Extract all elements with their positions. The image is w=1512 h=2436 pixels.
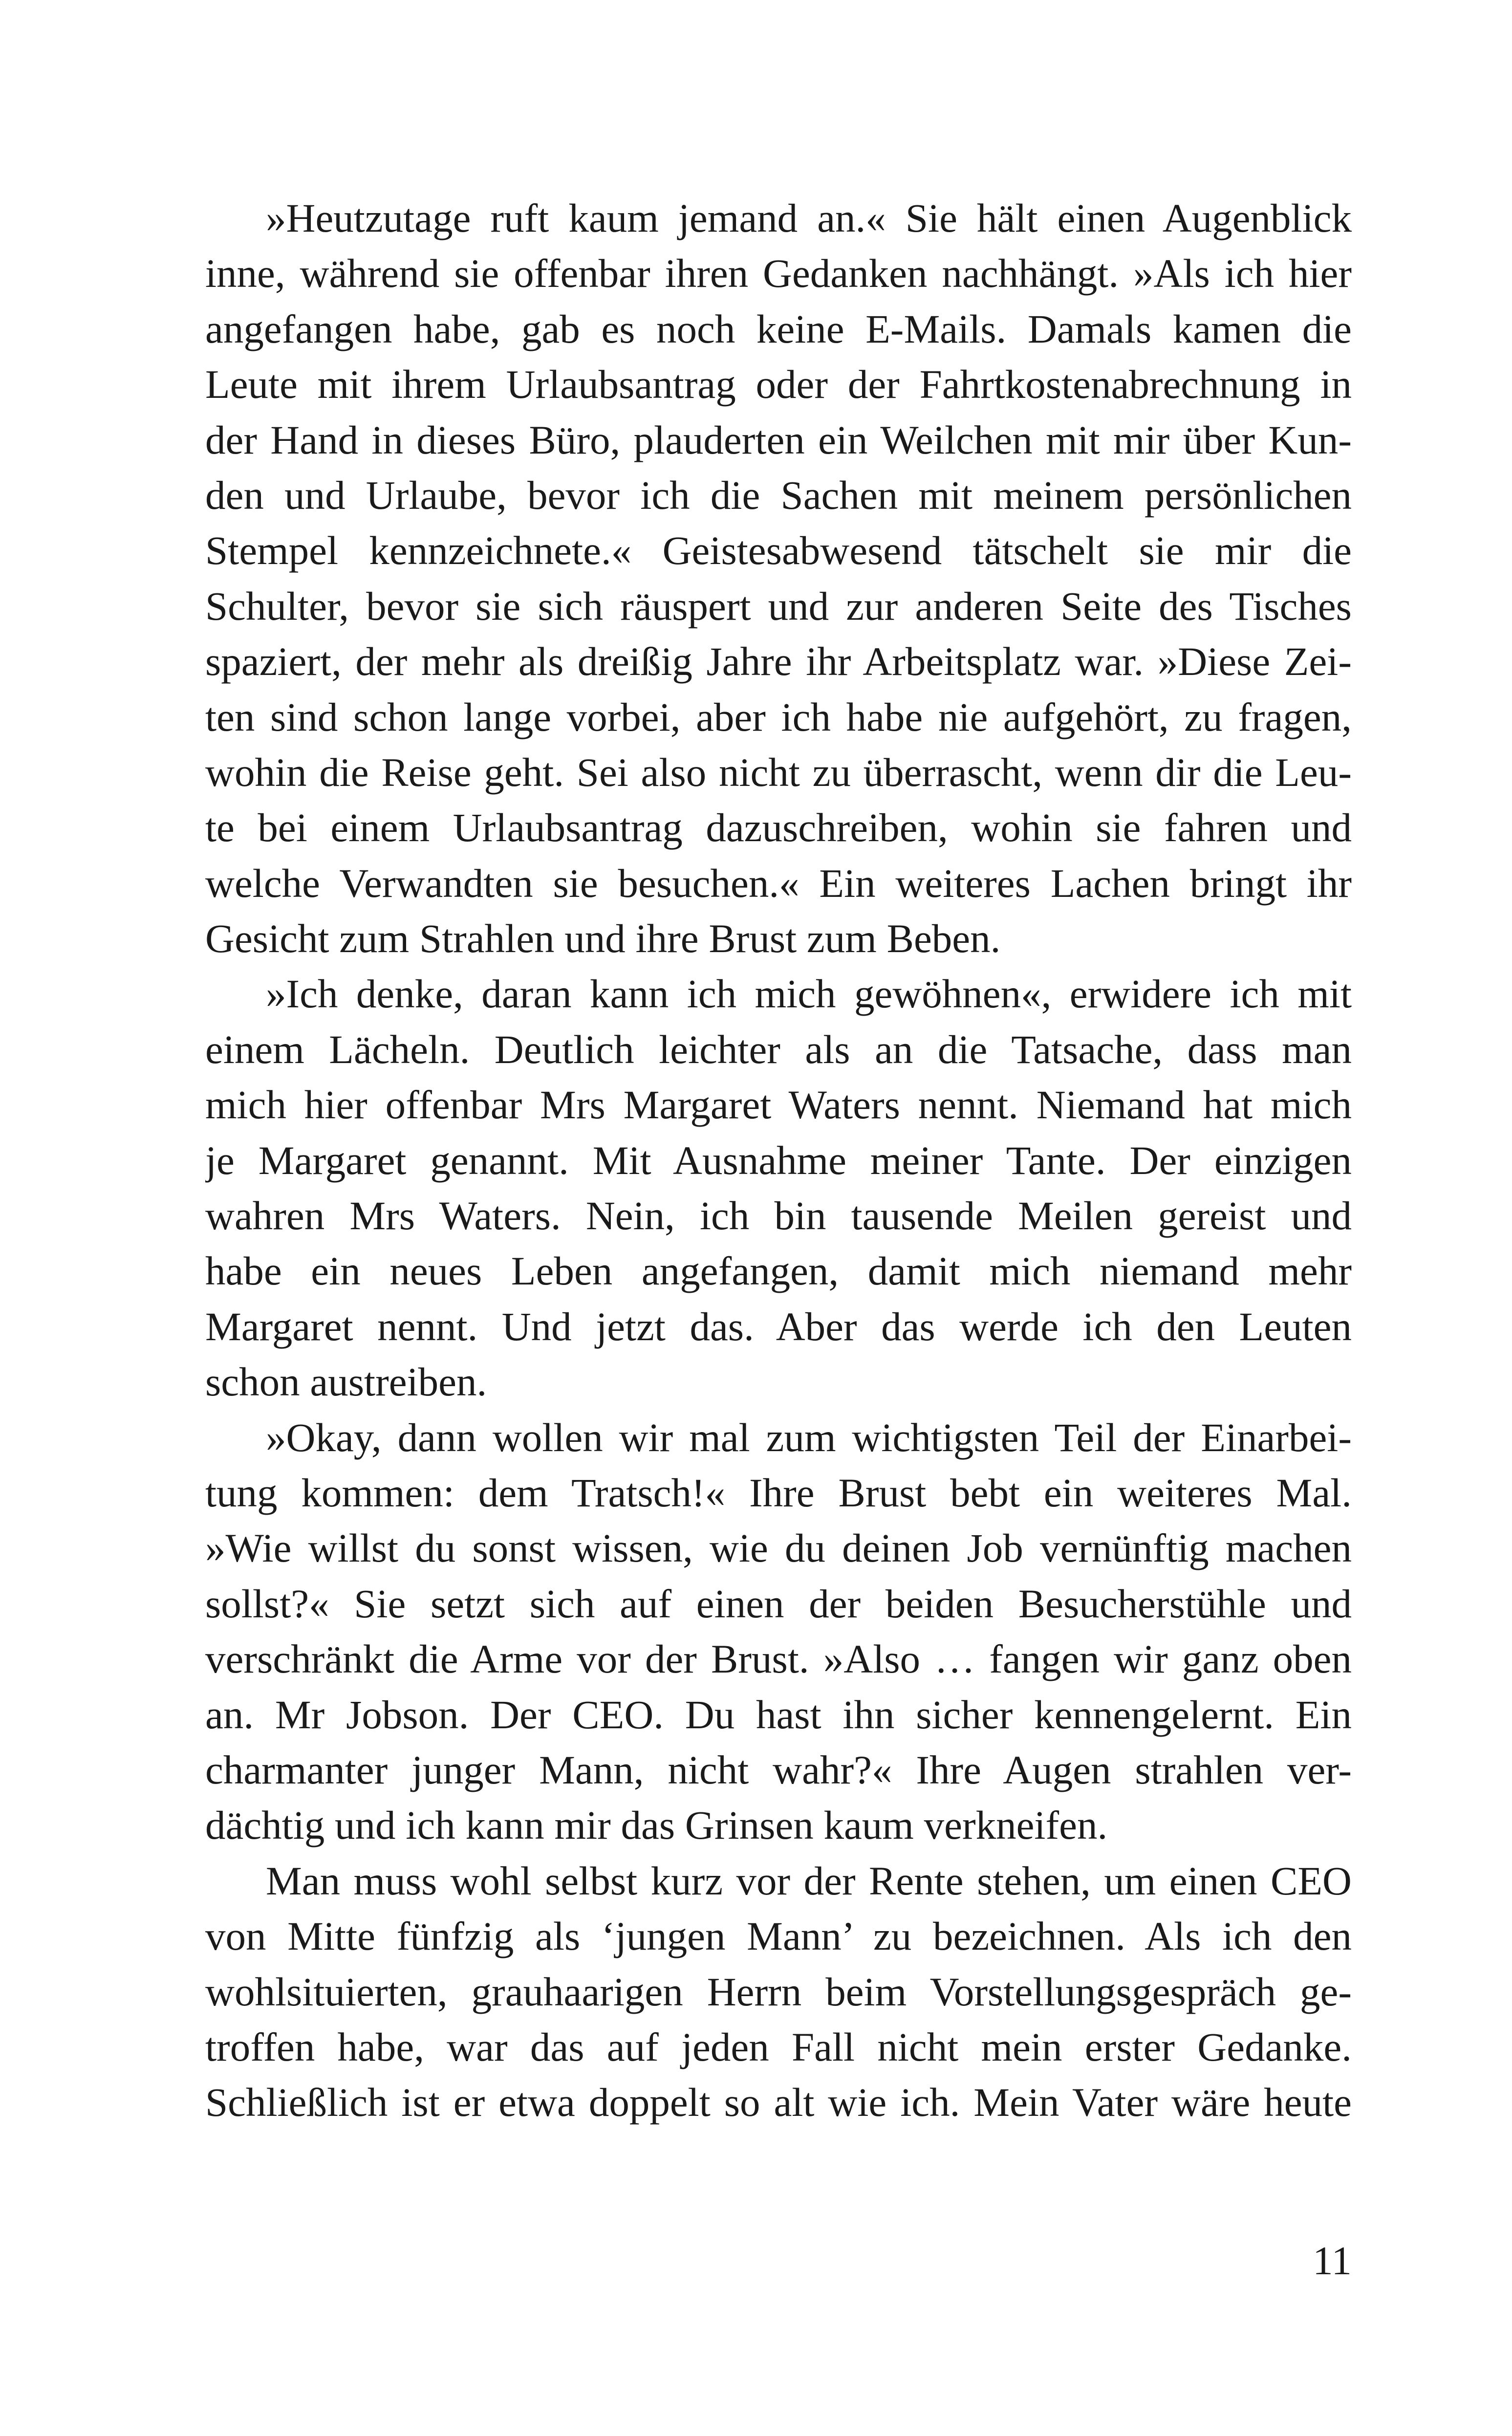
text-line: inne, während sie offenbar ihren Gedanken nachhängt. »Als ich hier [205, 251, 1352, 296]
body-text [205, 191, 1352, 2131]
text-line: Man muss wohl selbst kurz vor der Rente stehen, um einen CEO [266, 1858, 1352, 1903]
text-line: dächtig und ich kann mir das Grinsen kaum verkneifen. [205, 1803, 1108, 1848]
text-line: welche Verwandten sie besuchen.« Ein weiteres Lachen bringt ihr [205, 860, 1352, 906]
text-line: Leute mit ihrem Urlaubsantrag oder der Fahrtkostenabrechnung in [205, 362, 1352, 407]
paragraph-1 [205, 191, 1352, 966]
paragraph-2 [205, 966, 1352, 1410]
paragraph-4 [205, 1853, 1352, 2131]
text-line: den und Urlaube, bevor ich die Sachen mit meinem persönlichen [205, 472, 1352, 518]
text-line: wohlsituierten, grauhaarigen Herrn beim Vorstellungsgespräch ge- [205, 1969, 1352, 2014]
text-line: an. Mr Jobson. Der CEO. Du hast ihn sicher kennengelernt. Ein [205, 1692, 1352, 1737]
text-line: verschränkt die Arme vor der Brust. »Also … fangen wir ganz oben [205, 1636, 1352, 1682]
text-line: sollst?« Sie setzt sich auf einen der beiden Besucherstühle und [205, 1581, 1352, 1626]
text-line: spaziert, der mehr als dreißig Jahre ihr Arbeitsplatz war. »Diese Zei- [205, 639, 1352, 684]
text-line: Gesicht zum Strahlen und ihre Brust zum Beben. [205, 916, 1001, 961]
text-line: ten sind schon lange vorbei, aber ich habe nie aufgehört, zu fragen, [205, 694, 1352, 740]
text-line: schon austreiben. [205, 1359, 487, 1405]
text-line: der Hand in dieses Büro, plauderten ein Weilchen mit mir über Kun- [205, 417, 1352, 462]
text-line: charmanter junger Mann, nicht wahr?« Ihre Augen strahlen ver- [205, 1747, 1352, 1792]
text-line: mich hier offenbar Mrs Margaret Waters nennt. Niemand hat mich [205, 1082, 1352, 1128]
text-line: »Okay, dann wollen wir mal zum wichtigsten Teil der Einarbei- [266, 1414, 1352, 1460]
text-line: angefangen habe, gab es noch keine E-Mails. Damals kamen die [205, 306, 1352, 351]
text-line: troffen habe, war das auf jeden Fall nicht mein erster Gedanke. [205, 2024, 1352, 2069]
page-number: 11 [1313, 2238, 1352, 2283]
text-line: habe ein neues Leben angefangen, damit mich niemand mehr [205, 1248, 1352, 1294]
text-line: wahren Mrs Waters. Nein, ich bin tausende Meilen gereist und [205, 1193, 1352, 1239]
text-line: Stempel kennzeichnete.« Geistesabwesend tätschelt sie mir die [205, 528, 1352, 573]
text-line: »Ich denke, daran kann ich mich gewöhnen«, erwidere ich mit [266, 971, 1352, 1017]
paragraph-3 [205, 1410, 1352, 1853]
text-line: wohin die Reise geht. Sei also nicht zu überrascht, wenn dir die Leu- [205, 749, 1352, 795]
text-line: Schulter, bevor sie sich räuspert und zur anderen Seite des Tisches [205, 583, 1352, 629]
text-line: te bei einem Urlaubsantrag dazuschreiben, wohin sie fahren und [205, 805, 1352, 850]
text-line: »Wie willst du sonst wissen, wie du deinen Job vernünftig machen [205, 1525, 1352, 1571]
text-line: Schließlich ist er etwa doppelt so alt wie ich. Mein Vater wäre heute [205, 2080, 1352, 2125]
text-line: je Margaret genannt. Mit Ausnahme meiner Tante. Der einzigen [205, 1137, 1352, 1183]
text-line: »Heutzutage ruft kaum jemand an.« Sie hält einen Augenblick [266, 196, 1352, 240]
text-line: einem Lächeln. Deutlich leichter als an die Tatsache, dass man [205, 1026, 1352, 1072]
text-line: Margaret nennt. Und jetzt das. Aber das werde ich den Leuten [205, 1304, 1352, 1349]
text-line: von Mitte fünfzig als ‘jungen Mann’ zu bezeichnen. Als ich den [205, 1914, 1352, 1959]
text-line: tung kommen: dem Tratsch!« Ihre Brust bebt ein weiteres Mal. [205, 1470, 1352, 1515]
